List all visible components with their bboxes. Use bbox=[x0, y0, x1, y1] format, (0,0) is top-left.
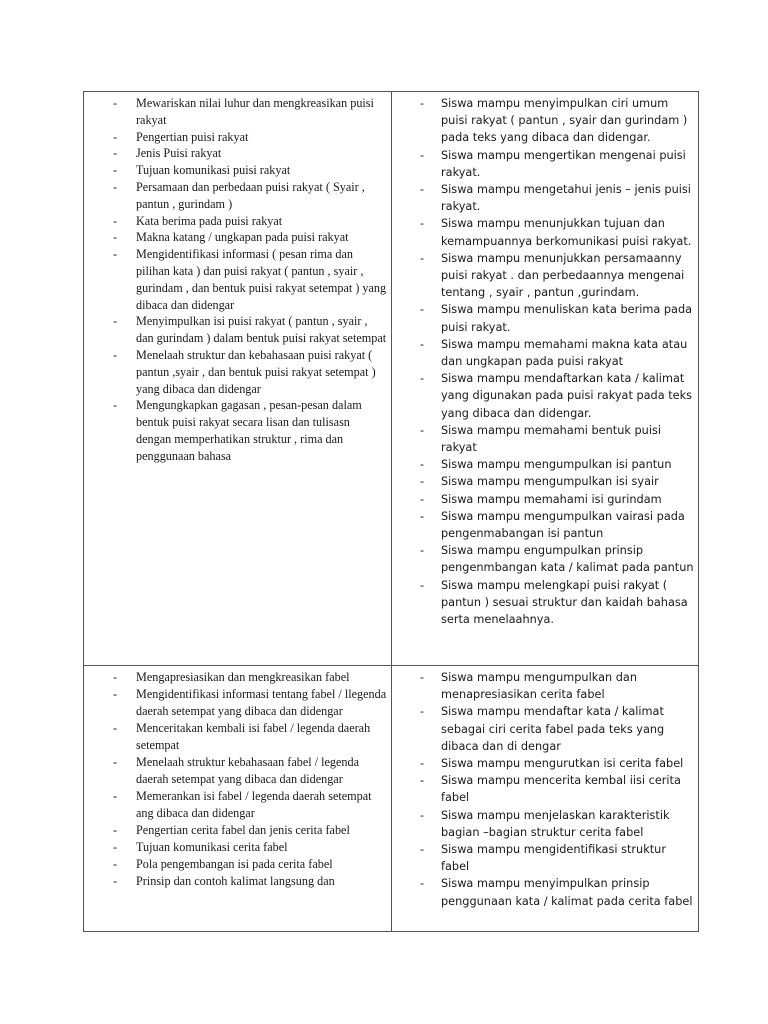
table-row bbox=[84, 666, 699, 932]
list-item: - Mengungkapkan gagasan , pesan-pesan dalam bentuk puisi rakyat secara lisan dan tulisasn dengan memperhatikan struktur , rima dan penggunaan bahasa bbox=[84, 397, 387, 464]
table-row bbox=[84, 92, 699, 666]
list-item: - Siswa mampu melengkapi puisi rakyat ( pantun ) sesuai struktur dan kaidah bahasa serta menelaahnya. bbox=[392, 577, 694, 629]
list-item: - Memerankan isi fabel / legenda daerah setempat ang dibaca dan didengar bbox=[84, 788, 387, 822]
list-item: - Siswa mampu mengidentifikasi struktur fabel bbox=[392, 841, 694, 875]
list-item: - Siswa mampu menjelaskan karakteristik bagian –bagian struktur cerita fabel bbox=[392, 807, 694, 841]
list-item: - Menelaah struktur kebahasaan fabel / legenda daerah setempat yang dibaca dan didengar bbox=[84, 754, 387, 788]
list-item: - Prinsip dan contoh kalimat langsung dan bbox=[84, 873, 387, 890]
list-item: - Pengertian puisi rakyat bbox=[84, 129, 387, 146]
list-item: - Siswa mampu mendaftar kata / kalimat sebagai ciri cerita fabel pada teks yang dibaca dan di dengar bbox=[392, 703, 694, 755]
list-item: - Jenis Puisi rakyat bbox=[84, 145, 387, 162]
list-item: - Tujuan komunikasi puisi rakyat bbox=[84, 162, 387, 179]
list-item: - Siswa mampu mengurutkan isi cerita fabel bbox=[392, 755, 694, 772]
right-cell bbox=[392, 92, 699, 666]
left-cell bbox=[84, 92, 392, 666]
list-item: - Siswa mampu menunjukkan tujuan dan kemampuannya berkomunikasi puisi rakyat. bbox=[392, 215, 694, 249]
list-item: - Siswa mampu menuliskan kata berima pada puisi rakyat. bbox=[392, 301, 694, 335]
content-table bbox=[83, 91, 699, 932]
list-item: - Mengidentifikasi informasi tentang fabel / llegenda daerah setempat yang dibaca dan didengar bbox=[84, 686, 387, 720]
right-list bbox=[392, 669, 694, 910]
list-item: - Siswa mampu mengertikan mengenai puisi rakyat. bbox=[392, 147, 694, 181]
list-item: - Siswa mampu mendaftarkan kata / kalimat yang digunakan pada puisi rakyat pada teks yang dibaca dan didengar. bbox=[392, 370, 694, 422]
list-item: - Menyimpulkan isi puisi rakyat ( pantun , syair , dan gurindam ) dalam bentuk puisi rakyat setempat bbox=[84, 313, 387, 347]
list-item: - Siswa mampu memahami bentuk puisi rakyat bbox=[392, 422, 694, 456]
list-item: - Siswa mampu mengumpulkan vairasi pada pengenmabangan isi pantun bbox=[392, 508, 694, 542]
list-item: - Siswa mampu mengumpulkan isi pantun bbox=[392, 456, 694, 473]
left-cell bbox=[84, 666, 392, 932]
list-item: - Siswa mampu memahami isi gurindam bbox=[392, 491, 694, 508]
list-item: - Siswa mampu mengumpulkan isi syair bbox=[392, 473, 694, 490]
list-item: - Siswa mampu mengumpulkan dan menapresiasikan cerita fabel bbox=[392, 669, 694, 703]
list-item: - Siswa mampu menunjukkan persamaanny puisi rakyat . dan perbedaannya mengenai tentang , syair , pantun ,gurindam. bbox=[392, 250, 694, 302]
list-item: - Mengapresiasikan dan mengkreasikan fabel bbox=[84, 669, 387, 686]
list-item: - Siswa mampu mencerita kembal iisi cerita fabel bbox=[392, 772, 694, 806]
list-item: - Mewariskan nilai luhur dan mengkreasikan puisi rakyat bbox=[84, 95, 387, 129]
right-cell bbox=[392, 666, 699, 932]
list-item: - Kata berima pada puisi rakyat bbox=[84, 213, 387, 230]
list-item: - Pengertian cerita fabel dan jenis cerita fabel bbox=[84, 822, 387, 839]
list-item: - Siswa mampu mengetahui jenis – jenis puisi rakyat. bbox=[392, 181, 694, 215]
list-item: - Tujuan komunikasi cerita fabel bbox=[84, 839, 387, 856]
list-item: - Menceritakan kembali isi fabel / legenda daerah setempat bbox=[84, 720, 387, 754]
list-item: - Pola pengembangan isi pada cerita fabel bbox=[84, 856, 387, 873]
list-item: - Makna katang / ungkapan pada puisi rakyat bbox=[84, 229, 387, 246]
list-item: - Persamaan dan perbedaan puisi rakyat ( Syair , pantun , gurindam ) bbox=[84, 179, 387, 213]
list-item: - Siswa mampu memahami makna kata atau dan ungkapan pada puisi rakyat bbox=[392, 336, 694, 370]
left-list bbox=[84, 95, 387, 465]
list-item: - Siswa mampu menyimpulkan prinsip penggunaan kata / kalimat pada cerita fabel bbox=[392, 875, 694, 909]
right-list bbox=[392, 95, 694, 628]
list-item: - Siswa mampu engumpulkan prinsip pengenmbangan kata / kalimat pada pantun bbox=[392, 542, 694, 576]
list-item: - Siswa mampu menyimpulkan ciri umum puisi rakyat ( pantun , syair dan gurindam ) pada teks yang dibaca dan didengar. bbox=[392, 95, 694, 147]
list-item: - Menelaah struktur dan kebahasaan puisi rakyat ( pantun ,syair , dan bentuk puisi rakyat setempat ) yang dibaca dan didengar bbox=[84, 347, 387, 397]
left-list bbox=[84, 669, 387, 890]
list-item: - Mengidentifikasi informasi ( pesan rima dan pilihan kata ) dan puisi rakyat ( pantun , syair , gurindam , dan bentuk puisi rakyat setempat ) yang dibaca dan didengar bbox=[84, 246, 387, 313]
